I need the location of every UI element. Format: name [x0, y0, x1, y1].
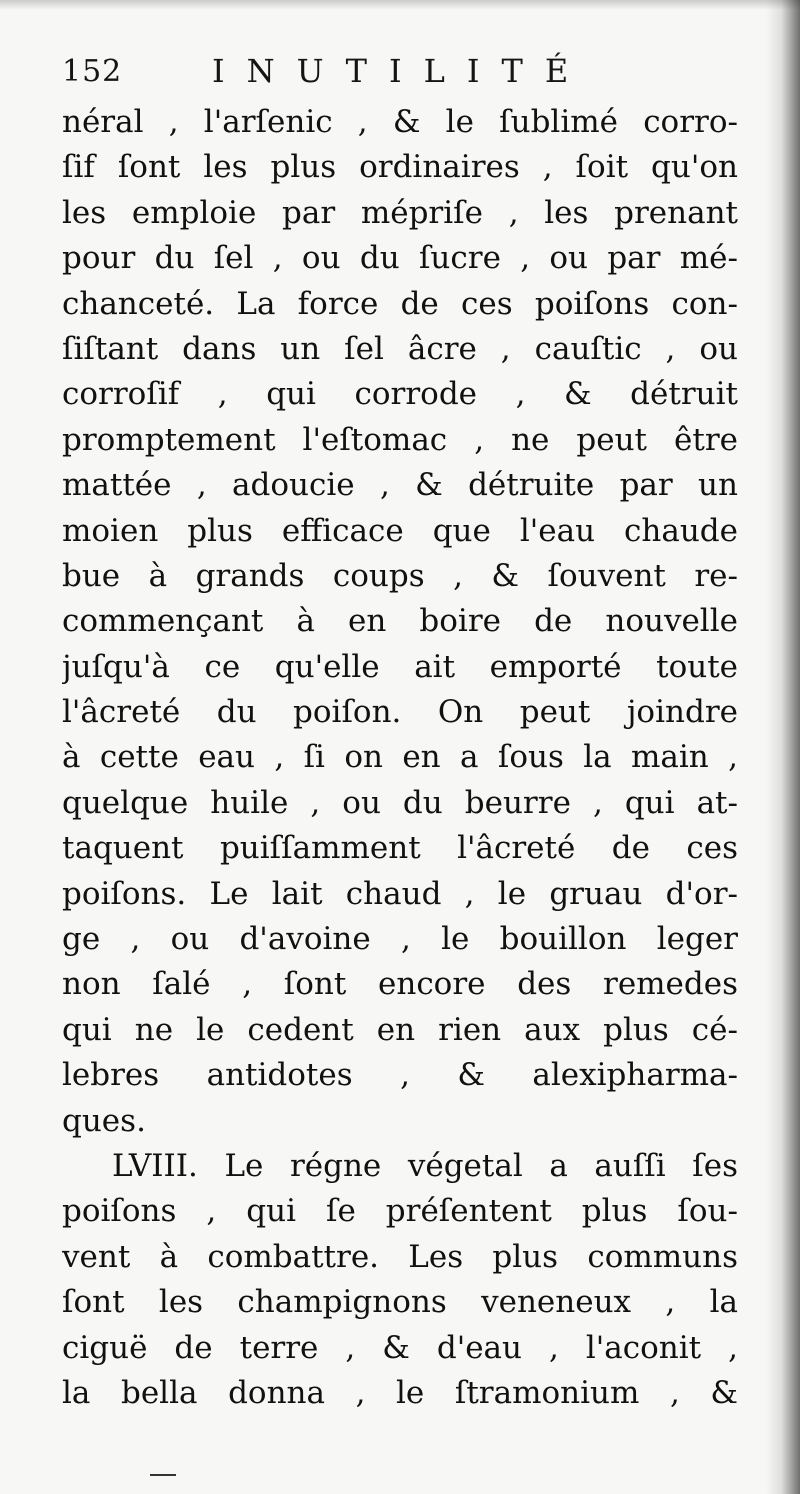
text-line: les emploie par mépriſe , les prenant — [62, 194, 738, 231]
text-line: ſont les champignons veneneux , la — [62, 1284, 738, 1321]
text-line: ſif ſont les plus ordinaires , ſoit qu'on — [62, 149, 738, 186]
text-line: vent à combattre. Les plus communs — [62, 1238, 738, 1275]
text-line: poiſons , qui ſe préſentent plus ſou- — [62, 1193, 738, 1230]
running-head — [62, 52, 762, 98]
page-top-edge — [0, 0, 800, 10]
paragraph-end-line: ques. — [62, 1102, 146, 1139]
text-line: pour du ſel , ou du ſucre , ou par mé- — [62, 240, 738, 277]
text-line: à cette eau , ſi on en a ſous la main , — [62, 739, 738, 776]
text-line: bue à grands coups , & ſouvent re- — [62, 557, 738, 594]
text-line: poiſons. Le lait chaud , le gruau d'or- — [62, 875, 738, 912]
section-start-line: LVIII. Le régne végetal a auſſi ſes — [112, 1147, 738, 1184]
page-number: 152 — [62, 54, 123, 89]
text-line: moien plus efficace que l'eau chaude — [62, 512, 738, 549]
text-line: juſqu'à ce qu'elle ait emporté toute — [62, 648, 738, 685]
text-line: lebres antidotes , & alexipharma- — [62, 1057, 738, 1094]
text-line: l'âcreté du poiſon. On peut joindre — [62, 694, 738, 731]
text-line: ſiſtant dans un ſel âcre , cauſtic , ou — [62, 330, 738, 367]
text-line: qui ne le cedent en rien aux plus cé- — [62, 1011, 738, 1048]
text-line: non ſalé , ſont encore des remedes — [62, 966, 738, 1003]
text-line: promptement l'eſtomac , ne peut être — [62, 421, 738, 458]
text-line: chanceté. La force de ces poiſons con- — [62, 285, 738, 322]
text-line: ge , ou d'avoine , le bouillon leger — [62, 921, 738, 958]
text-line: commençant à en boire de nouvelle — [62, 603, 738, 640]
body-text — [62, 100, 738, 1416]
binding-gutter-shadow — [766, 0, 800, 1494]
bottom-rule-mark — [150, 1474, 176, 1476]
text-line: corroſif , qui corrode , & détruit — [62, 376, 738, 413]
text-line: la bella donna , le ſtramonium , & — [62, 1374, 738, 1411]
running-head-title: INUTILITÉ — [212, 52, 591, 90]
text-line: ciguë de terre , & d'eau , l'aconit , — [62, 1329, 738, 1366]
text-line: quelque huile , ou du beurre , qui at- — [62, 784, 738, 821]
text-line: mattée , adoucie , & détruite par un — [62, 467, 738, 504]
text-line: néral , l'arſenic , & le ſublimé corro- — [62, 104, 738, 140]
text-line: taquent puiſſamment l'âcreté de ces — [62, 830, 738, 867]
